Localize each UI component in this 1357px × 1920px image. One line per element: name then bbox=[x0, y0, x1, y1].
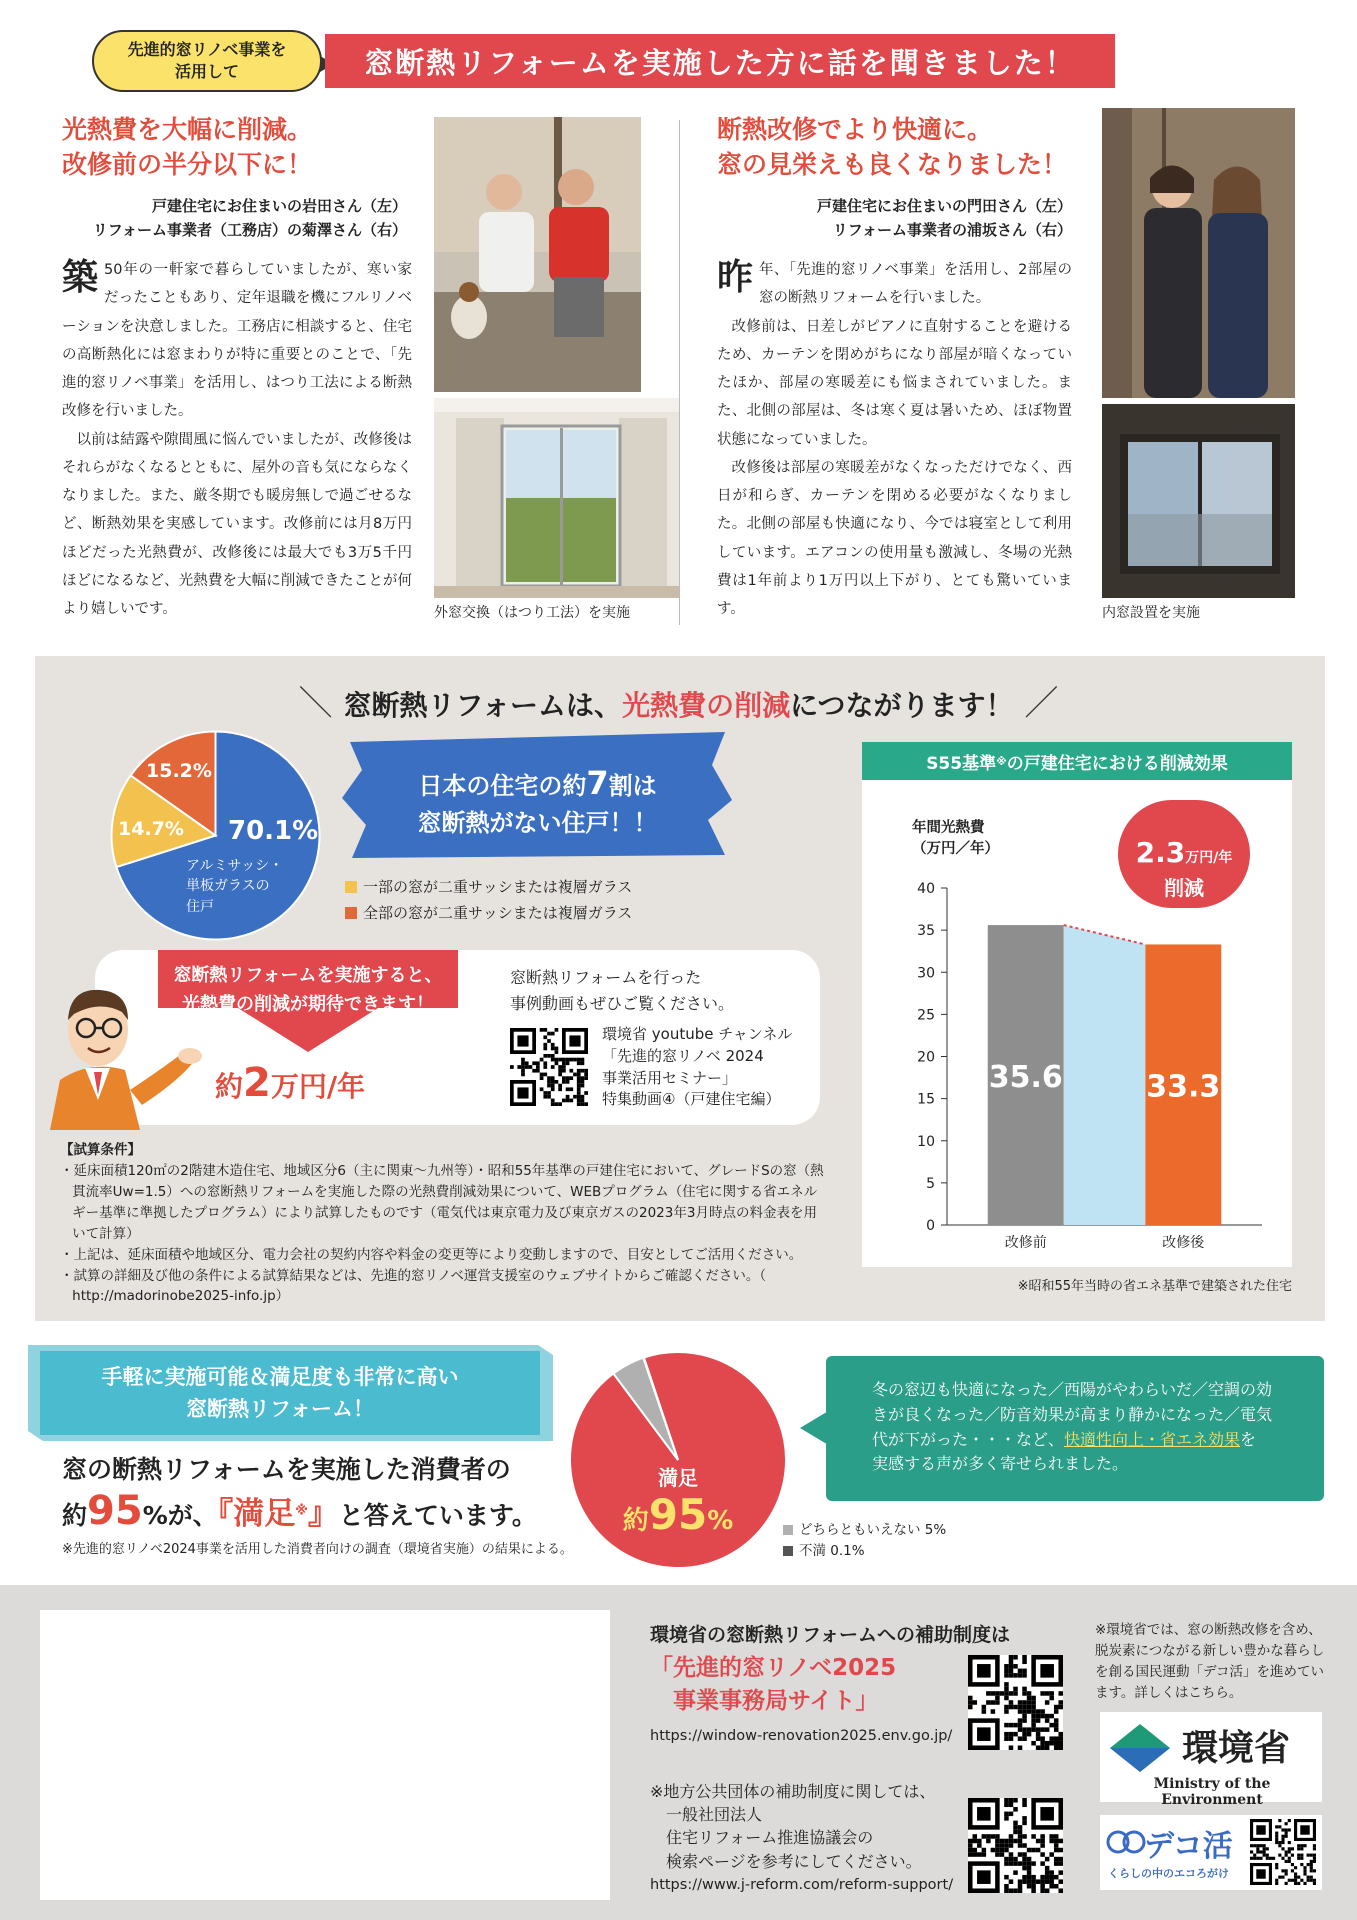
legend-item-dissatisfied: 不満 0.1% bbox=[783, 1541, 946, 1562]
decokatsu-logo[interactable] bbox=[1100, 1815, 1322, 1890]
left-para-2: 以前は結露や隙間風に悩んでいましたが、改修後はそれらがなくなるとともに、屋外の音も気にならなくなりました。また、厳冬期でも暖房無しで過ごせるなど、断熱効果を実感しています。改修前には月8万円ほどだった光熱費が、改修後には最大でも3万5千円ほどになるなど、光熱費を大幅に削減できたことが何より嬉しいです。 bbox=[62, 431, 412, 618]
subsidy-qr-code[interactable] bbox=[968, 1655, 1063, 1750]
y-tick-label: 10 bbox=[917, 1133, 935, 1150]
right-para-3: 改修後は部屋の寒暖差がなくなっただけでなく、西日が和らぎ、カーテンを閉める必要がなくなりました。北側の部屋も快適になり、今では寝室として利用しています。エアコンの使用量も激減し、冬場の光熱費は1年前より1万円以上下がり、とても驚いています。 bbox=[717, 459, 1072, 618]
bar-chart-title: S55基準 ※ の戸建住宅における削減効果 bbox=[862, 742, 1292, 780]
header-banner: 窓断熱リフォームを実施した方に話を聞きました！ bbox=[325, 34, 1115, 88]
y-tick-label: 30 bbox=[917, 965, 935, 982]
satisfaction-pie-value: 約95% bbox=[622, 1490, 734, 1539]
right-para-2: 改修前は、日差しがピアノに直射することを避けるため、カーテンを閉めがちになり部屋が暗くなっていたほか、部屋の寒暖差にも悩まされていました。また、北側の部屋は、冬は寒く夏は暑いため、ほぼ物置状態になっていました。 bbox=[717, 318, 1072, 448]
decokatsu-name: デコ活 bbox=[1144, 1829, 1233, 1864]
y-tick-label: 0 bbox=[926, 1218, 935, 1234]
left-caption: 外窓交換（はつり工法）を実施 bbox=[434, 605, 630, 621]
right-headline: 断熱改修でより快適に。 窓の見栄えも良くなりました！ bbox=[717, 115, 1068, 179]
ministry-name-jp: 環境省 bbox=[1182, 1727, 1291, 1769]
bar-value-label: 33.3 bbox=[1146, 1069, 1221, 1105]
voices-bubble-tail bbox=[800, 1410, 830, 1446]
housing-stat-bubble: 日本の住宅の約7割は 窓断熱がない住戸！！ bbox=[340, 730, 735, 860]
decokatsu-emblem-icon bbox=[1106, 1827, 1146, 1857]
y-tick-label: 25 bbox=[917, 1007, 935, 1024]
pie-yellow-pct: 14.7% bbox=[118, 818, 184, 840]
satisfaction-pie-chart bbox=[568, 1350, 788, 1570]
photo-iwata-kikuzawa bbox=[434, 117, 641, 392]
header-tag: 先進的窓リノベ事業を 活用して bbox=[92, 30, 322, 92]
subsidy-site-link[interactable]: 「先進的窓リノベ2025 事業事務局サイト」 bbox=[650, 1655, 897, 1715]
subsidy-site-url[interactable]: https://window-renovation2025.env.go.jp/ bbox=[650, 1728, 953, 1744]
reduction-badge-label: 削減 bbox=[1164, 876, 1204, 900]
youtube-text: 環境省 youtube チャンネル 「先進的窓リノベ 2024 事業活用セミナー」 特集動画④（戸建住宅編） bbox=[602, 1025, 793, 1109]
legend-item-neutral: どちらともいえない 5% bbox=[783, 1520, 946, 1541]
video-text: 窓断熱リフォームを行った 事例動画もぜひご覧ください。 bbox=[510, 968, 735, 1013]
satisfaction-note: ※先進的窓リノベ2024事業を活用した消費者向けの調査（環境省実施）の結果による。 bbox=[62, 1542, 573, 1557]
condition-item: ・延床面積120㎡の2階建木造住宅、地域区分6（主に関東～九州等）・昭和55年基準の戸建住宅において、グレードSの窓（熱貫流率Uw=1.5）への窓断熱リフォームを実施した際の光熱費削減効果について、WEBプログラム（住宅に関する省エネルギー基準に準拠したプログラム）により試算したものです（電気代は東京電力及び東京ガスの2023年3月時点の料金表を用いて計算） bbox=[60, 1162, 824, 1242]
right-caption: 内窓設置を実施 bbox=[1102, 605, 1200, 621]
saving-amount: 約2万円/年 bbox=[215, 1060, 366, 1106]
ministry-emblem-icon bbox=[1108, 1722, 1172, 1774]
legend-item-all: 全部の窓が二重サッシまたは複層ガラス bbox=[345, 901, 632, 927]
conditions-title: 【試算条件】 bbox=[60, 1142, 141, 1158]
y-tick-label: 20 bbox=[917, 1049, 935, 1066]
housing-pie-chart bbox=[108, 728, 323, 943]
pie-main-pct: 70.1% bbox=[228, 816, 319, 846]
x-category-label: 改修後 bbox=[1162, 1235, 1205, 1251]
y-tick-label: 35 bbox=[917, 923, 935, 940]
left-headline: 光熱費を大幅に削減。 改修前の半分以下に！ bbox=[62, 115, 313, 179]
reform-support-url[interactable]: https://www.j-reform.com/reform-support/ bbox=[650, 1877, 954, 1893]
y-tick-label: 15 bbox=[917, 1091, 935, 1108]
photo-kadota-urasaka bbox=[1102, 108, 1295, 398]
satisfaction-pie-label: 満足 bbox=[658, 1466, 698, 1490]
local-subsidy-note: ※地方公共団体の補助制度に関しては、 一般社団法人 住宅リフォーム推進協議会の 検索ページを参考にしてください。 bbox=[650, 1782, 936, 1871]
condition-item: ・試算の詳細及び他の条件による試算結果などは、先進的窓リノベ運営支援室のウェブサイトからご確認ください。（ http://madorinobe2025-info.jp） bbox=[60, 1267, 767, 1305]
left-subtitle: 戸建住宅にお住まいの岩田さん（左） リフォーム事業者（工務店）の菊澤さん（右） bbox=[92, 197, 407, 239]
subsidy-title: 環境省の窓断熱リフォームへの補助制度は bbox=[650, 1624, 1011, 1646]
bar-value-label: 35.6 bbox=[988, 1060, 1063, 1096]
reform-qr-code[interactable] bbox=[968, 1798, 1063, 1893]
reduction-badge-value: 2.3万円/年 bbox=[1135, 836, 1233, 869]
left-dropcap: 築 bbox=[62, 257, 99, 298]
satisfaction-legend bbox=[783, 1520, 946, 1562]
left-body bbox=[62, 256, 412, 623]
decokatsu-qr-code[interactable] bbox=[1250, 1819, 1316, 1885]
pie-orange-pct: 15.2% bbox=[146, 760, 212, 782]
voices-text: 冬の窓辺も快適になった／西陽がやわらいだ／空調の効きが良くなった／防音効果が高まり静かになった／電気代が下がった・・・など、快適性向上・省エネ効果を実感する声が多く寄せられました。 bbox=[872, 1380, 1273, 1474]
satisfaction-line2: 約95%が、『満足※』と答えています。 bbox=[62, 1488, 537, 1534]
photo-inner-window bbox=[1102, 404, 1295, 598]
reduction-wedge bbox=[1064, 925, 1146, 1225]
column-divider bbox=[679, 120, 680, 625]
pie-main-label: アルミサッシ・ 単板ガラスの 住戸 bbox=[186, 858, 284, 915]
decokatsu-tagline: くらしの中のエコろがけ bbox=[1108, 1867, 1229, 1880]
bar-chart-footnote: ※昭和55年当時の省エネ基準で建築された住宅 bbox=[1017, 1279, 1292, 1294]
satisfaction-banner: 手軽に実施可能＆満足度も非常に高い 窓断熱リフォーム！ bbox=[101, 1365, 459, 1421]
right-para-1: 年、「先進的窓リノベ事業」を活用し、2部屋の窓の断熱リフォームを行いました。 bbox=[759, 262, 1072, 307]
ministry-name-en: Ministry of the Environment bbox=[1153, 1776, 1271, 1808]
bar-chart-svg bbox=[862, 860, 1292, 1260]
left-para-1: 50年の一軒家で暮らしていましたが、寒い家だったこともあり、定年退職を機にフルリノベーションを決意しました。工務店に相談すると、住宅の高断熱化には窓まわりが特に重要とのことで、「先進的窓リノベ事業」を活用し、はつり工法による断熱改修を行いました。 bbox=[62, 262, 412, 420]
x-category-label: 改修前 bbox=[1004, 1235, 1047, 1251]
right-subtitle: 戸建住宅にお住まいの門田さん（左） リフォーム事業者の浦坂さん（右） bbox=[816, 197, 1072, 239]
right-dropcap: 昨 bbox=[717, 257, 754, 298]
arrow-banner-text: 窓断熱リフォームを実施すると、 光熱費の削減が期待できます！ bbox=[173, 965, 443, 1015]
y-tick-label: 5 bbox=[926, 1175, 935, 1192]
legend-item-partial: 一部の窓が二重サッシまたは複層ガラス bbox=[345, 875, 632, 901]
youtube-qr-code[interactable] bbox=[510, 1028, 588, 1106]
blank-stamp-area bbox=[40, 1610, 610, 1900]
photo-outer-window bbox=[434, 398, 680, 598]
housing-legend bbox=[345, 875, 632, 926]
y-tick-label: 40 bbox=[917, 881, 935, 897]
calculation-conditions bbox=[60, 1140, 830, 1307]
advisor-illustration bbox=[30, 960, 210, 1130]
ministry-logo[interactable] bbox=[1100, 1712, 1322, 1808]
decokatsu-note: ※環境省では、窓の断熱改修を含め、脱炭素につながる新しい豊かな暮らしを創る国民運動「デコ活」を進めています。詳しくはこちら。 bbox=[1095, 1622, 1325, 1701]
savings-title: ＼ 窓断熱リフォームは、光熱費の削減につながります！ ／ bbox=[298, 684, 1059, 724]
condition-item: ・上記は、延床面積や地域区分、電力会社の契約内容や料金の変更等により変動しますので、目安としてご活用ください。 bbox=[60, 1246, 803, 1263]
right-body bbox=[717, 256, 1072, 623]
satisfaction-line1: 窓の断熱リフォームを実施した消費者の bbox=[62, 1455, 511, 1484]
bar-chart-ylabel: 年間光熱費 （万円／年） bbox=[912, 820, 999, 858]
